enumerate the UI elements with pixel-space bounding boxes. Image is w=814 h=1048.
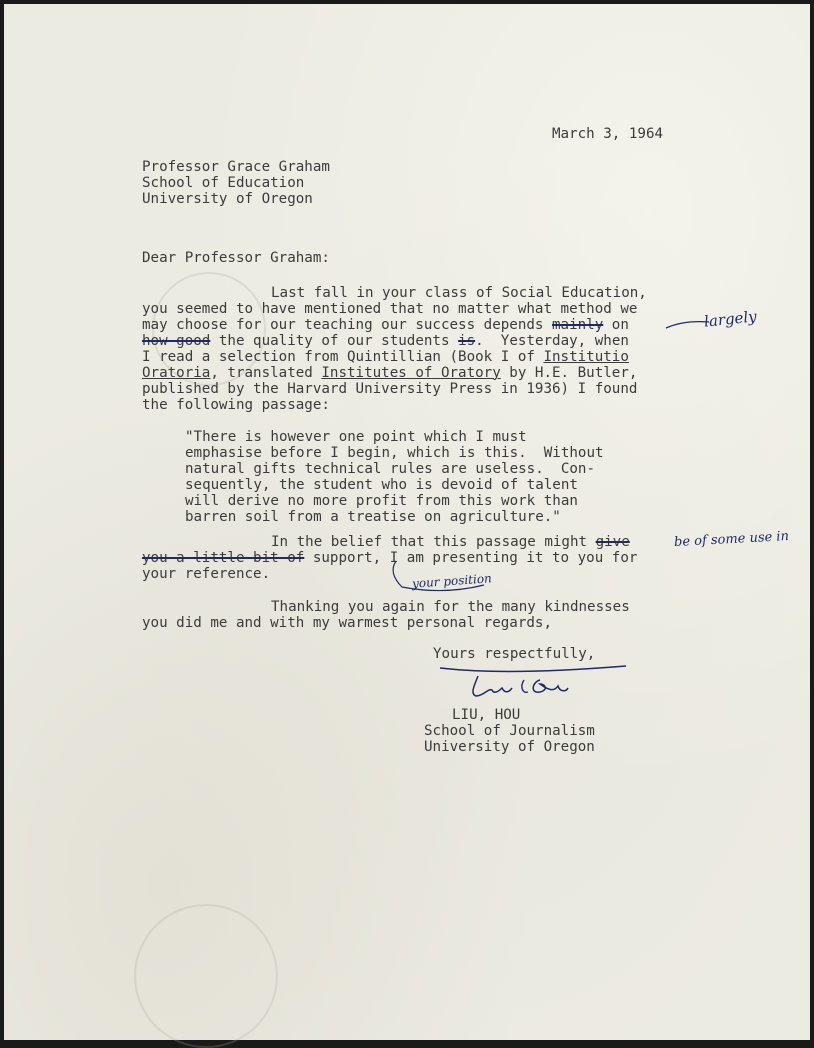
underlined-title: Institutes of Oratory <box>321 365 501 381</box>
closing: Yours respectfully, <box>433 646 596 662</box>
sender-dept: School of Journalism <box>424 723 595 739</box>
struck-text: how good <box>142 333 211 349</box>
para3-line1: Thanking you again for the many kindnesses <box>271 599 630 615</box>
para1-line7: published by the Harvard University Press in 1936) I found <box>142 381 638 397</box>
handwritten-largely: largely <box>703 307 758 331</box>
quote-line3: natural gifts technical rules are useless. Con- <box>185 461 595 477</box>
text: on <box>603 317 629 333</box>
quote-line4: sequently, the student who is devoid of talent <box>185 477 578 493</box>
para1-line8: the following passage: <box>142 397 330 413</box>
text: , translated <box>210 365 322 381</box>
para2-line1 <box>271 534 630 551</box>
signature-image <box>436 662 636 706</box>
text: . Yesterday, when <box>475 333 629 349</box>
struck-text: you a little bit of <box>142 550 305 566</box>
embossed-seal-bottom <box>134 904 278 1048</box>
quote-line6: barren soil from a treatise on agriculture." <box>185 509 561 525</box>
handwritten-be-of-some-use: be of some use in <box>673 529 790 550</box>
text: by H.E. Butler, <box>500 365 638 381</box>
handwritten-insert-line <box>664 316 714 334</box>
para1-line4 <box>142 333 629 350</box>
para1-line5 <box>142 349 629 366</box>
sender-name: LIU, HOU <box>452 707 521 723</box>
quote-line5: will derive no more profit from this work than <box>185 493 578 509</box>
text: may choose for our teaching our success depends <box>142 317 552 333</box>
text: the quality of our students <box>210 333 459 349</box>
underlined-title: Oratoria <box>142 365 211 381</box>
letter-paper <box>4 4 810 1040</box>
handwritten-your-position: your position <box>411 571 493 591</box>
text: In the belief that this passage might <box>271 534 596 550</box>
quote-line1: "There is however one point which I must <box>185 429 527 445</box>
text: support, I am presenting it to you for <box>304 550 638 566</box>
para1-line2: you seemed to have mentioned that no matter what method we <box>142 301 638 317</box>
para1-line3 <box>142 317 629 334</box>
text: I read a selection from Quintillian (Book I of <box>142 349 544 365</box>
struck-text: give <box>595 534 630 550</box>
para2-line3: your reference. <box>142 566 271 582</box>
para1-line6 <box>142 365 637 382</box>
para3-line2: you did me and with my warmest personal regards, <box>142 615 552 631</box>
recipient-dept: School of Education <box>142 175 305 191</box>
handwritten-insert-mark <box>384 559 494 599</box>
recipient-name: Professor Grace Graham <box>142 159 330 175</box>
struck-text: is <box>458 333 476 349</box>
struck-text: mainly <box>552 317 604 333</box>
quote-line2: emphasise before I begin, which is this. Without <box>185 445 604 461</box>
para1-line1: Last fall in your class of Social Education, <box>271 285 647 301</box>
sender-univ: University of Oregon <box>424 739 595 755</box>
recipient-univ: University of Oregon <box>142 191 313 207</box>
letter-date: March 3, 1964 <box>552 126 664 142</box>
salutation: Dear Professor Graham: <box>142 250 330 266</box>
underlined-title: Institutio <box>543 349 629 365</box>
